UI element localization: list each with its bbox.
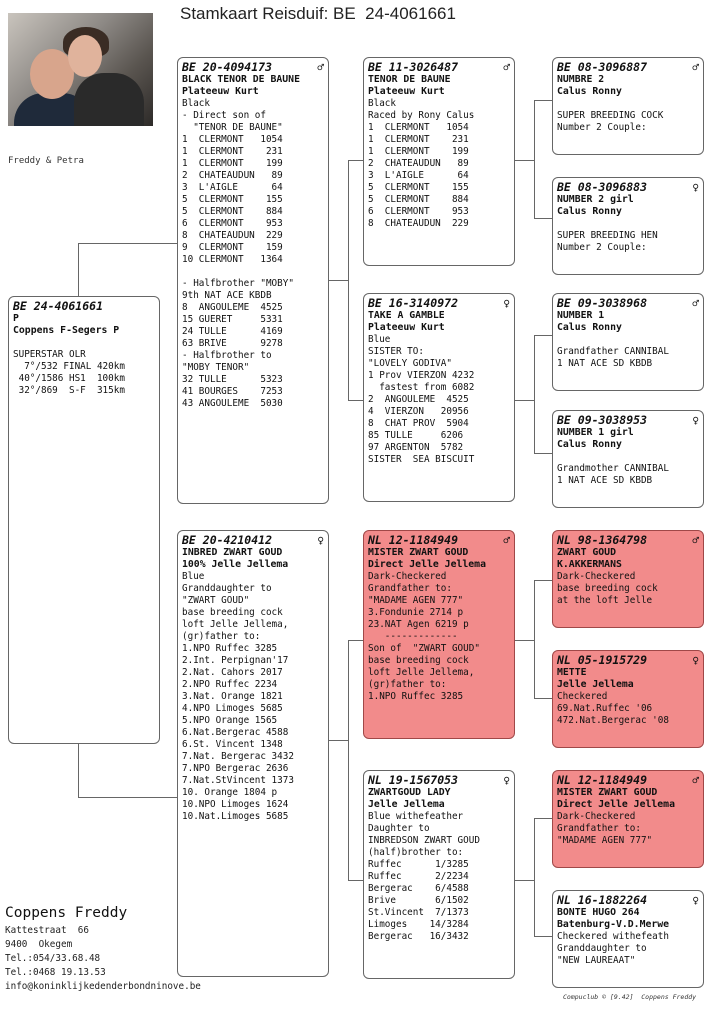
pigeon-detail-line: 85 TULLE 6206: [368, 430, 464, 441]
pigeon-card-ggdam-2[interactable]: [552, 410, 704, 508]
pigeon-name: TENOR DE BAUNE: [368, 74, 451, 85]
pigeon-card-granddam-paternal[interactable]: [363, 293, 515, 502]
ring-number: BE 08-3096883: [557, 180, 648, 194]
pigeon-detail-line: 7°/532 FINAL 420km: [13, 361, 125, 372]
pigeon-detail-line: "MADAME AGEN 777": [368, 595, 464, 606]
female-icon: ♀: [317, 534, 324, 547]
pigeon-detail-line: 1 CLERMONT 231: [368, 134, 469, 145]
pigeon-detail-line: SISTER TO:: [368, 346, 424, 357]
pigeon-detail-line: Granddaughter to: [557, 943, 647, 954]
pigeon-detail-line: [557, 98, 699, 110]
pigeon-detail-line: - Halfbrother "MOBY": [182, 278, 294, 289]
pigeon-detail-line: Blue: [182, 571, 205, 582]
pigeon-name: P: [13, 313, 19, 324]
pigeon-card-ggdam-4[interactable]: [552, 890, 704, 988]
pigeon-detail-line: 2 CHATEAUDUN 89: [182, 170, 283, 181]
pigeon-detail-line: 3.Fondunie 2714 p: [368, 607, 464, 618]
pigeon-card-ggsire-3[interactable]: [552, 530, 704, 628]
ring-number: BE 11-3026487: [368, 60, 459, 74]
pigeon-detail-line: 4 VIERZON 20956: [368, 406, 469, 417]
pigeon-detail-line: 5 CLERMONT 155: [368, 182, 469, 193]
pigeon-name: ZWARTGOUD LADY: [368, 787, 451, 798]
pigeon-detail-line: 3 L'AIGLE 64: [182, 182, 283, 193]
ring-number: NL 12-1184949: [368, 533, 459, 547]
female-icon: ♀: [692, 894, 699, 907]
pigeon-card-dam[interactable]: [177, 530, 329, 977]
pigeon-detail-line: Black: [182, 98, 210, 109]
ring-header: [368, 297, 510, 310]
connector-line: [348, 640, 363, 641]
pigeon-card-ggdam-1[interactable]: [552, 177, 704, 275]
connector-line: [515, 880, 535, 881]
pigeon-detail-line: at the loft Jelle: [557, 595, 653, 606]
connector-line: [348, 640, 349, 880]
pigeon-name: ZWART GOUD: [557, 547, 616, 558]
pigeon-breeder: Plateeuw Kurt: [368, 322, 445, 333]
ring-number: BE 09-3038953: [557, 413, 648, 427]
pigeon-detail-line: 24 TULLE 4169: [182, 326, 283, 337]
pigeon-detail-line: 32 TULLE 5323: [182, 374, 283, 385]
pigeon-breeder: Direct Jelle Jellema: [368, 559, 486, 570]
pigeon-detail-line: 9th NAT ACE KBDB: [182, 290, 272, 301]
pigeon-breeder: 100% Jelle Jellema: [182, 559, 289, 570]
pigeon-detail-line: 4.NPO Limoges 5685: [182, 703, 283, 714]
pigeon-detail-line: 63 BRIVE 9278: [182, 338, 283, 349]
pigeon-breeder: Calus Ronny: [557, 86, 622, 97]
pigeon-detail-line: Black: [368, 98, 396, 109]
pigeon-name: MISTER ZWART GOUD: [368, 547, 469, 558]
pigeon-card-ggdam-3[interactable]: [552, 650, 704, 748]
connector-line: [329, 740, 349, 741]
pigeon-detail-line: 41 BOURGES 7253: [182, 386, 283, 397]
pigeon-detail-line: 2 CHATEAUDUN 89: [368, 158, 469, 169]
connector-line: [534, 100, 552, 101]
female-icon: ♀: [692, 654, 699, 667]
pigeon-detail-line: (gr)father to:: [182, 631, 261, 642]
pigeon-detail-line: 2.Int. Perpignan'17: [182, 655, 289, 666]
pigeon-detail-line: base breeding cock: [368, 655, 469, 666]
pigeon-detail-line: Brive 6/1502: [368, 895, 469, 906]
connector-line: [515, 640, 535, 641]
male-icon: ♂: [692, 61, 699, 74]
connector-line: [534, 580, 535, 698]
pigeon-detail-line: [557, 451, 699, 463]
ring-header: [182, 534, 324, 547]
photo-caption: Freddy & Petra: [8, 156, 84, 166]
pigeon-card-grandsire-maternal[interactable]: [363, 530, 515, 739]
pigeon-detail-line: 3 L'AIGLE 64: [368, 170, 469, 181]
ring-number: BE 20-4210412: [182, 533, 273, 547]
pigeon-detail-line: -------------: [368, 631, 458, 642]
pigeon-detail-line: "MOBY TENOR": [182, 362, 250, 373]
pigeon-detail-line: 1.NPO Ruffec 3285: [182, 643, 278, 654]
owner-name: Coppens Freddy: [5, 905, 128, 921]
pigeon-breeder: Calus Ronny: [557, 206, 622, 217]
pigeon-detail-line: Grandfather CANNIBAL: [557, 346, 669, 357]
pigeon-name: NUMBER 1 girl: [557, 427, 634, 438]
pigeon-detail-line: Raced by Rony Calus: [368, 110, 475, 121]
pigeon-detail-line: (half)brother to:: [368, 847, 464, 858]
connector-line: [534, 453, 552, 454]
pigeon-detail-line: 5 CLERMONT 155: [182, 194, 283, 205]
pigeon-card-ggsire-4[interactable]: [552, 770, 704, 868]
pigeon-detail-line: SISTER SEA BISCUIT: [368, 454, 475, 465]
connector-line: [534, 698, 552, 699]
connector-line: [515, 400, 535, 401]
pigeon-detail-line: Son of "ZWART GOUD": [368, 643, 480, 654]
pigeon-detail-line: 5 CLERMONT 884: [368, 194, 469, 205]
pigeon-detail-line: Bergerac 16/3432: [368, 931, 469, 942]
pigeon-card-grandsire-paternal[interactable]: [363, 57, 515, 266]
pigeon-detail-line: Ruffec 2/2234: [368, 871, 469, 882]
owner-address-street: Kattestraat 66: [5, 925, 89, 936]
connector-line: [534, 818, 552, 819]
ring-number: BE 16-3140972: [368, 296, 459, 310]
pigeon-breeder: Batenburg-V.D.Merwe: [557, 919, 670, 930]
pigeon-detail-line: 15 GUERET 5331: [182, 314, 283, 325]
ring-header: [368, 534, 510, 547]
pigeon-detail-line: Bergerac 6/4588: [368, 883, 469, 894]
ring-header: [557, 774, 699, 787]
pigeon-detail-line: 6.St. Vincent 1348: [182, 739, 283, 750]
pigeon-name: BONTE HUGO 264: [557, 907, 640, 918]
ring-header: [557, 61, 699, 74]
pigeon-name: TAKE A GAMBLE: [368, 310, 445, 321]
pigeon-detail-line: Dark-Checkered: [557, 571, 636, 582]
ring-number: NL 05-1915729: [557, 653, 648, 667]
pigeon-detail-line: Daughter to: [368, 823, 430, 834]
pigeon-detail-line: 472.Nat.Bergerac '08: [557, 715, 669, 726]
pigeon-detail-line: 9 CLERMONT 159: [182, 242, 283, 253]
connector-line: [534, 818, 535, 936]
pigeon-detail-line: [182, 266, 324, 278]
pigeon-breeder: Calus Ronny: [557, 439, 622, 450]
connector-line: [78, 797, 178, 798]
male-icon: ♂: [503, 61, 510, 74]
pigeon-detail-line: St.Vincent 7/1373: [368, 907, 469, 918]
pigeon-detail-line: 1 CLERMONT 1054: [368, 122, 469, 133]
connector-line: [78, 243, 79, 298]
pigeon-detail-line: 2 ANGOULEME 4525: [368, 394, 469, 405]
ring-header: [557, 534, 699, 547]
connector-line: [534, 100, 535, 218]
ring-number: NL 19-1567053: [368, 773, 459, 787]
pigeon-detail-line: SUPER BREEDING HEN: [557, 230, 658, 241]
pigeon-breeder: Jelle Jellema: [368, 799, 445, 810]
pigeon-detail-line: 1 NAT ACE SD KBDB: [557, 358, 653, 369]
pigeon-detail-line: [557, 334, 699, 346]
female-icon: ♀: [692, 414, 699, 427]
pigeon-detail-line: Number 2 Couple:: [557, 242, 647, 253]
pigeon-detail-line: SUPER BREEDING COCK: [557, 110, 664, 121]
ring-header: [368, 774, 510, 787]
pigeon-detail-line: "MADAME AGEN 777": [557, 835, 653, 846]
pigeon-detail-line: 10 CLERMONT 1364: [182, 254, 283, 265]
pigeon-detail-line: 5.NPO Orange 1565: [182, 715, 278, 726]
connector-line: [348, 880, 363, 881]
pigeon-name: NUMBER 1: [557, 310, 605, 321]
pigeon-detail-line: 5 CLERMONT 884: [182, 206, 283, 217]
pigeon-name: BLACK TENOR DE BAUNE: [182, 74, 300, 85]
female-icon: ♀: [503, 297, 510, 310]
pigeon-detail-line: Blue withefeather: [368, 811, 464, 822]
ring-header: [557, 414, 699, 427]
pigeon-detail-line: "NEW LAUREAAT": [557, 955, 636, 966]
pigeon-card-granddam-maternal[interactable]: [363, 770, 515, 979]
pigeon-detail-line: Grandmother CANNIBAL: [557, 463, 669, 474]
pigeon-detail-line: 8 CHAT PROV 5904: [368, 418, 469, 429]
pigeon-detail-line: 6 CLERMONT 953: [182, 218, 283, 229]
pigeon-detail-line: 10. Orange 1804 p: [182, 787, 278, 798]
pigeon-detail-line: 69.Nat.Ruffec '06: [557, 703, 653, 714]
pigeon-detail-line: [13, 337, 155, 349]
connector-line: [78, 243, 178, 244]
pigeon-breeder: Plateeuw Kurt: [182, 86, 259, 97]
male-icon: ♂: [692, 534, 699, 547]
ring-number: NL 12-1184949: [557, 773, 648, 787]
pigeon-detail-line: SUPERSTAR OLR: [13, 349, 86, 360]
connector-line: [534, 335, 552, 336]
ring-header: [13, 300, 155, 313]
pigeon-detail-line: Checkered withefeath: [557, 931, 669, 942]
owner-email[interactable]: info@koninklijkedenderbondninove.be: [5, 981, 201, 992]
pigeon-detail-line: 32°/869 S-F 315km: [13, 385, 125, 396]
pigeon-detail-line: 7.Nat.StVincent 1373: [182, 775, 294, 786]
ring-header: [182, 61, 324, 74]
pigeon-breeder: Calus Ronny: [557, 322, 622, 333]
ring-number: BE 20-4094173: [182, 60, 273, 74]
pigeon-name: NUMBRE 2: [557, 74, 605, 85]
pigeon-name: NUMBER 2 girl: [557, 194, 634, 205]
pigeon-name: MISTER ZWART GOUD: [557, 787, 658, 798]
footer-credit: Compuclub © [9.42] Coppens Freddy: [563, 993, 697, 1001]
ring-number: BE 09-3038968: [557, 296, 648, 310]
pigeon-detail-line: 10.Nat.Limoges 5685: [182, 811, 289, 822]
ring-number: BE 08-3096887: [557, 60, 648, 74]
pigeon-detail-line: "LOVELY GODIVA": [368, 358, 452, 369]
pigeon-breeder: Jelle Jellema: [557, 679, 634, 690]
pigeon-detail-line: Granddaughter to: [182, 583, 272, 594]
page-title: Stamkaart Reisduif: BE 24-4061661: [180, 4, 456, 23]
pigeon-detail-line: 2.Nat. Cahors 2017: [182, 667, 283, 678]
male-icon: ♂: [503, 534, 510, 547]
pigeon-detail-line: 10.NPO Limoges 1624: [182, 799, 289, 810]
pigeon-detail-line: 3.Nat. Orange 1821: [182, 691, 283, 702]
pigeon-detail-line: 23.NAT Agen 6219 p: [368, 619, 469, 630]
pigeon-breeder: Coppens F-Segers P: [13, 325, 120, 336]
connector-line: [348, 400, 363, 401]
pigeon-detail-line: 7.NPO Bergerac 2636: [182, 763, 289, 774]
ring-header: [368, 61, 510, 74]
pigeon-detail-line: 2.NPO Ruffec 2234: [182, 679, 278, 690]
pigeon-detail-line: base breeding cock: [182, 607, 283, 618]
pigeon-detail-line: Limoges 14/3284: [368, 919, 469, 930]
pigeon-detail-line: 1 NAT ACE SD KBDB: [557, 475, 653, 486]
pigeon-detail-line: 8 ANGOULEME 4525: [182, 302, 283, 313]
ring-number: NL 98-1364798: [557, 533, 648, 547]
pigeon-detail-line: 8 CHATEAUDUN 229: [182, 230, 283, 241]
pigeon-card-ggsire-1[interactable]: [552, 57, 704, 155]
male-icon: ♂: [317, 61, 324, 74]
connector-line: [534, 580, 552, 581]
pigeon-breeder: K.AKKERMANS: [557, 559, 622, 570]
pigeon-detail-line: INBREDSON ZWART GOUD: [368, 835, 480, 846]
pigeon-detail-line: 8 CHATEAUDUN 229: [368, 218, 469, 229]
pigeon-name: INBRED ZWART GOUD: [182, 547, 283, 558]
pigeon-detail-line: Blue: [368, 334, 391, 345]
female-icon: ♀: [692, 181, 699, 194]
ring-number: BE 24-4061661: [13, 299, 104, 313]
pigeon-detail-line: "TENOR DE BAUNE": [182, 122, 283, 133]
ring-header: [557, 297, 699, 310]
pigeon-card-subject[interactable]: [8, 296, 160, 744]
pigeon-detail-line: Ruffec 1/3285: [368, 859, 469, 870]
pigeon-card-sire[interactable]: [177, 57, 329, 504]
pigeon-detail-line: 6.Nat.Bergerac 4588: [182, 727, 289, 738]
ring-number: NL 16-1882264: [557, 893, 648, 907]
male-icon: ♂: [692, 774, 699, 787]
pigeon-breeder: Plateeuw Kurt: [368, 86, 445, 97]
ring-header: [557, 181, 699, 194]
pigeon-detail-line: Grandfather to:: [557, 823, 641, 834]
pigeon-detail-line: 97 ARGENTON 5782: [368, 442, 464, 453]
owner-address-city: 9400 Okegem: [5, 939, 73, 950]
pigeon-detail-line: - Halfbrother to: [182, 350, 272, 361]
pigeon-detail-line: 43 ANGOULEME 5030: [182, 398, 283, 409]
pigeon-detail-line: "ZWART GOUD": [182, 595, 250, 606]
connector-line: [348, 160, 363, 161]
connector-line: [534, 335, 535, 453]
pigeon-detail-line: 1 CLERMONT 199: [368, 146, 469, 157]
owner-phone-1: Tel.:054/33.68.48: [5, 953, 101, 964]
pigeon-detail-line: 6 CLERMONT 953: [368, 206, 469, 217]
connector-line: [515, 160, 535, 161]
connector-line: [348, 160, 349, 400]
connector-line: [78, 743, 79, 798]
pigeon-detail-line: Dark-Checkered: [557, 811, 636, 822]
ring-header: [557, 894, 699, 907]
connector-line: [534, 936, 552, 937]
pigeon-detail-line: loft Jelle Jellema,: [368, 667, 475, 678]
pigeon-detail-line: - Direct son of: [182, 110, 266, 121]
pigeon-detail-line: 1.NPO Ruffec 3285: [368, 691, 464, 702]
pigeon-card-ggsire-2[interactable]: [552, 293, 704, 391]
female-icon: ♀: [503, 774, 510, 787]
owner-photo: [8, 13, 153, 126]
pigeon-detail-line: 1 CLERMONT 199: [182, 158, 283, 169]
pigeon-detail-line: base breeding cock: [557, 583, 658, 594]
pigeon-detail-line: [557, 218, 699, 230]
pigeon-detail-line: (gr)father to:: [368, 679, 447, 690]
pigeon-detail-line: Dark-Checkered: [368, 571, 447, 582]
pigeon-detail-line: 7.Nat. Bergerac 3432: [182, 751, 294, 762]
pigeon-detail-line: fastest from 6082: [368, 382, 475, 393]
pigeon-detail-line: Number 2 Couple:: [557, 122, 647, 133]
male-icon: ♂: [692, 297, 699, 310]
pigeon-detail-line: loft Jelle Jellema,: [182, 619, 289, 630]
connector-line: [534, 218, 552, 219]
pigeon-breeder: Direct Jelle Jellema: [557, 799, 675, 810]
pigeon-detail-line: 1 CLERMONT 231: [182, 146, 283, 157]
ring-header: [557, 654, 699, 667]
pigeon-detail-line: 1 Prov VIERZON 4232: [368, 370, 475, 381]
connector-line: [329, 280, 349, 281]
pigeon-detail-line: 1 CLERMONT 1054: [182, 134, 283, 145]
owner-phone-2: Tel.:0468 19.13.53: [5, 967, 106, 978]
pigeon-detail-line: Checkered: [557, 691, 608, 702]
pigeon-detail-line: Grandfather to:: [368, 583, 452, 594]
pigeon-detail-line: 40°/1586 HS1 100km: [13, 373, 125, 384]
pigeon-name: METTE: [557, 667, 587, 678]
